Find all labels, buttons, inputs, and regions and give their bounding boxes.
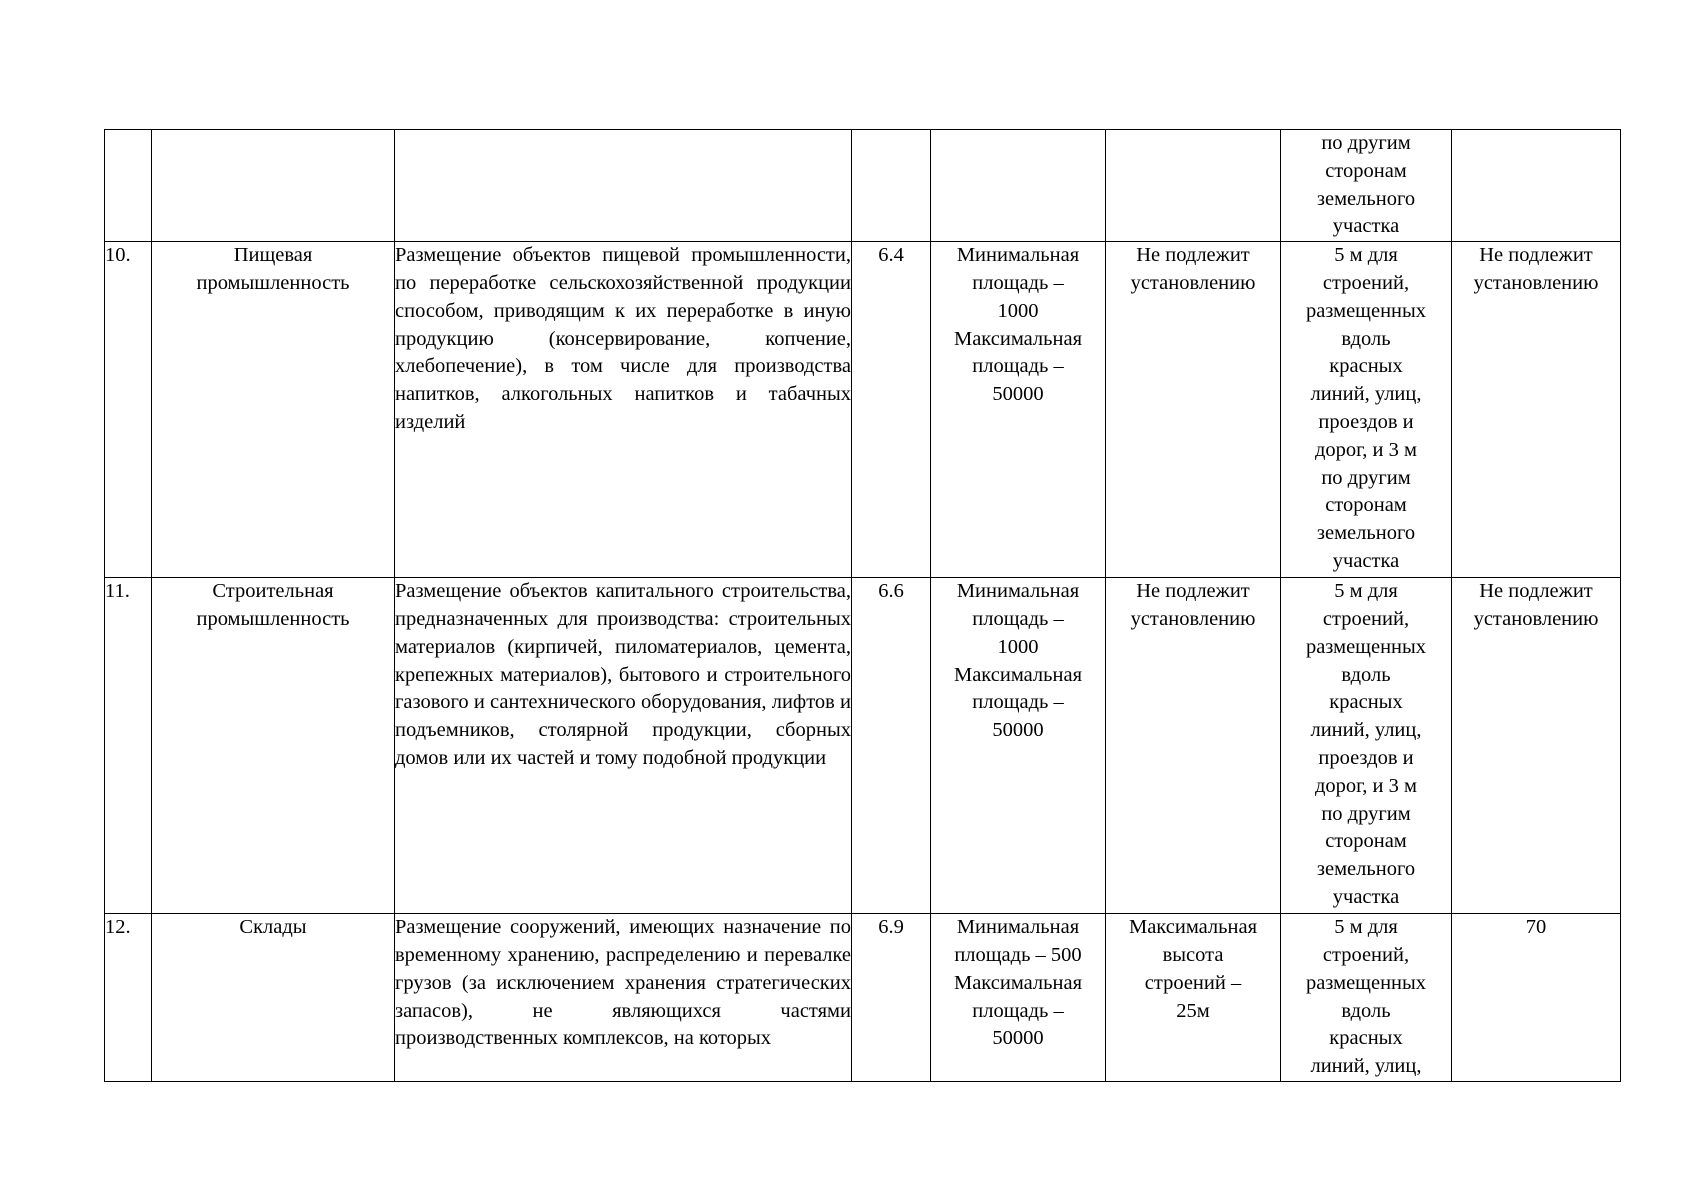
text-line: красных [1329,355,1403,378]
text-line: участка [1332,885,1400,908]
text-line: проездов и [1318,410,1414,433]
text-line: по другим [1321,466,1411,489]
text-line: площадь – [972,691,1064,714]
cell-name [152,130,395,242]
text-line: площадь – [972,271,1064,294]
text-line: вдоль [1341,327,1391,350]
cell-height [1106,914,1281,1082]
cell-setbacks [1281,578,1452,914]
cell-setbacks [1281,130,1452,242]
text-line: 1000 [997,635,1039,658]
text-line: Максимальная [953,971,1083,994]
text-line: размещенных [1305,299,1427,322]
text-line: промышленность [196,607,350,630]
text-line: сторонам [1325,159,1407,182]
text-line: размещенных [1305,971,1427,994]
text-line: строений, [1322,271,1410,294]
text-line: площадь – [972,355,1064,378]
text-line: строений, [1322,943,1410,966]
text-line: установлению [1130,271,1256,294]
table-row [105,914,1621,1082]
text-line: 50000 [992,719,1044,742]
text-line: земельного [1316,522,1416,545]
text-line: 5 м для [1334,580,1398,603]
text-line: Не подлежит [1136,244,1250,267]
text-line: установлению [1473,271,1599,294]
text-line: сторонам [1325,830,1407,853]
cell-coverage [1452,914,1621,1082]
text-line: линий, улиц, [1310,383,1422,406]
cell-area [931,578,1106,914]
cell-number: 10. [105,242,152,578]
text-line: Минимальная [956,244,1080,267]
text-line: Склады [239,916,307,939]
text-line: проездов и [1318,746,1414,769]
text-line: 1000 [997,299,1039,322]
cell-name [152,914,395,1082]
text-line: площадь – [972,607,1064,630]
text-line: установлению [1473,607,1599,630]
text-line: площадь – 500 [954,943,1082,966]
cell-height [1106,578,1281,914]
cell-number [105,130,152,242]
cell-coverage [1452,130,1621,242]
cell-height [1106,130,1281,242]
cell-code [852,130,931,242]
text-line: Пищевая [233,244,313,267]
text-line: Не подлежит [1479,580,1593,603]
cell-setbacks [1281,242,1452,578]
zoning-table [104,129,1621,1082]
text-line: красных [1329,691,1403,714]
cell-area [931,130,1106,242]
text-line: промышленность [196,271,350,294]
text-line: дорог, и 3 м [1315,438,1417,461]
text-line: красных [1329,1027,1403,1050]
text-line: строений, [1322,607,1410,630]
cell-description: Размещение объектов пищевой промышленности, по переработке сельскохозяйственной продукции способом, приводящим к их переработке в иную продукцию (консервирование, копчение, хлебопечение), в том числе для производства напитков, алкогольных напитков и табачных изделий [395,242,852,578]
text-line: Минимальная [956,916,1080,939]
text-line: Максимальная [953,663,1083,686]
cell-description [395,130,852,242]
text-line: 70 [1525,916,1547,939]
cell-code: 6.6 [852,578,931,914]
text-line: Максимальная [953,327,1083,350]
cell-area [931,242,1106,578]
text-line: по другим [1321,132,1411,154]
cell-number: 11. [105,578,152,914]
cell-area [931,914,1106,1082]
cell-description: Размещение объектов капитального строительства, предназначенных для производства: строительных материалов (кирпичей, пиломатериалов, цемента, крепежных материалов), бытового и строительного газового и сантехнического оборудования, лифтов и подъемников, столярной продукции, сборных домов или их частей и тому подобной продукции [395,578,852,914]
cell-code: 6.4 [852,242,931,578]
text-line: 25м [1176,999,1210,1022]
text-line: Не подлежит [1479,244,1593,267]
cell-coverage [1452,242,1621,578]
text-line: Минимальная [956,580,1080,603]
text-line: вдоль [1341,663,1391,686]
text-line: линий, улиц, [1310,719,1422,742]
text-line: Не подлежит [1136,580,1250,603]
cell-height [1106,242,1281,578]
table-row [105,578,1621,914]
cell-setbacks [1281,914,1452,1082]
text-line: линий, улиц, [1310,1055,1422,1078]
text-line: 5 м для [1334,244,1398,267]
table-row [105,242,1621,578]
cell-name [152,578,395,914]
cell-coverage [1452,578,1621,914]
cell-name [152,242,395,578]
text-line: 50000 [992,383,1044,406]
cell-description: Размещение сооружений, имеющих назначение по временному хранению, распределению и перевалке грузов (за исключением хранения стратегических запасов), не являющихся частями производственных комплексов, на которых [395,914,852,1082]
text-line: Строительная [212,580,334,603]
text-line: земельного [1316,858,1416,881]
cell-code: 6.9 [852,914,931,1082]
table-row-continuation [105,130,1621,242]
text-line: дорог, и 3 м [1315,774,1417,797]
text-line: установлению [1130,607,1256,630]
text-line: строений – [1144,971,1242,994]
cell-number: 12. [105,914,152,1082]
text-line: 50000 [992,1027,1044,1050]
text-line: участка [1332,215,1400,238]
text-line: сторонам [1325,494,1407,517]
text-line: площадь – [972,999,1064,1022]
text-line: земельного [1316,187,1416,210]
text-line: участка [1332,549,1400,572]
text-line: размещенных [1305,635,1427,658]
text-line: высота [1162,943,1224,966]
text-line: по другим [1321,802,1411,825]
text-line: 5 м для [1334,916,1398,939]
text-line: вдоль [1341,999,1391,1022]
text-line: Максимальная [1128,916,1258,939]
